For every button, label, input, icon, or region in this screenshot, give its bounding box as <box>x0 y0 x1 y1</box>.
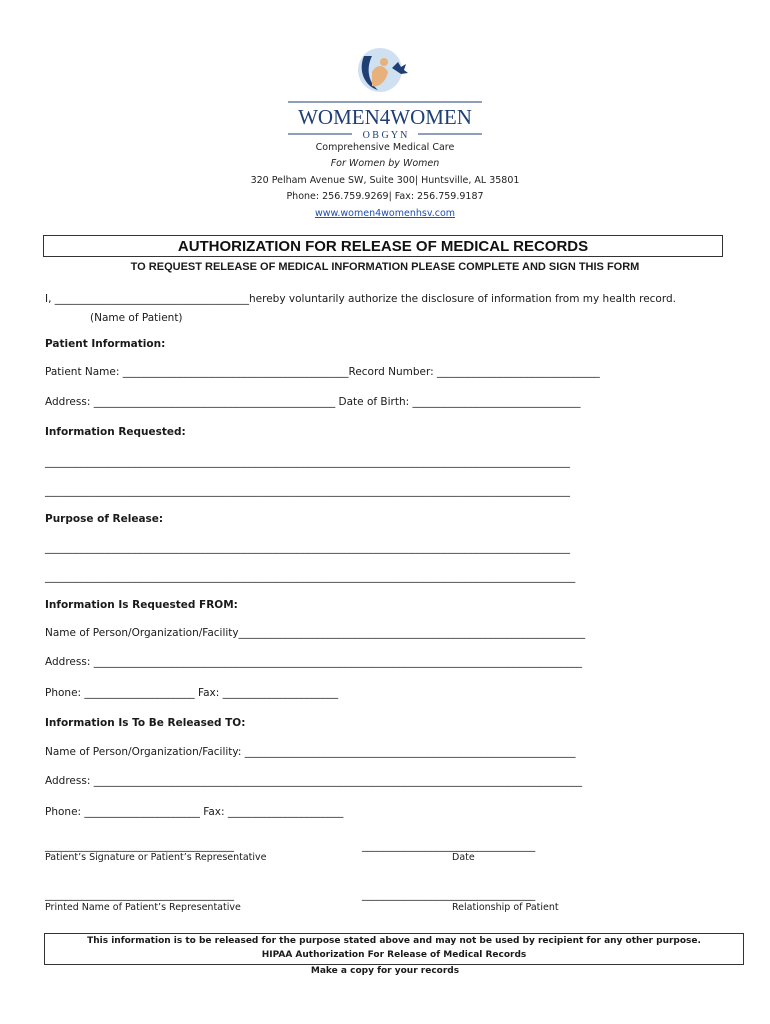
name-of-patient-caption: (Name of Patient) <box>90 312 183 324</box>
authorization-line[interactable]: I, _____________________________________hereby voluntarily authorize the disclosure of information from my health record. <box>45 293 676 305</box>
practice-phone-fax: Phone: 256.759.9269| Fax: 256.759.9187 <box>286 191 484 202</box>
address-dob-field[interactable]: Address: ______________________________________________ Date of Birth: ________________________________ <box>45 396 581 408</box>
footer-notice-box <box>44 933 744 965</box>
to-name-field[interactable]: Name of Person/Organization/Facility: _______________________________________________________________ <box>45 746 576 758</box>
practice-logo <box>280 42 490 142</box>
to-address-field[interactable]: Address: _____________________________________________________________________________________________ <box>45 775 582 787</box>
purpose-field-2[interactable]: _____________________________________________________________________________________________________ <box>45 571 576 583</box>
footer-copy-note: Make a copy for your records <box>310 966 460 976</box>
date-field[interactable]: _________________________________ <box>362 840 536 852</box>
printed-name-label: Printed Name of Patient’s Representative <box>45 902 241 913</box>
from-phone-fax-field[interactable]: Phone: _____________________ Fax: ______________________ <box>45 687 339 699</box>
logo-wordmark: WOMEN4WOMEN <box>298 105 472 129</box>
released-to-heading: Information Is To Be Released TO: <box>45 717 246 729</box>
printed-name-field[interactable]: ____________________________________ <box>45 889 234 901</box>
info-requested-field-1[interactable]: ____________________________________________________________________________________________________ <box>45 456 570 468</box>
website-link[interactable]: www.women4womenhsv.com <box>314 208 456 219</box>
purpose-heading: Purpose of Release: <box>45 513 164 525</box>
info-requested-field-2[interactable]: ____________________________________________________________________________________________________ <box>45 485 570 497</box>
info-requested-heading: Information Requested: <box>45 426 186 438</box>
date-label: Date <box>452 852 475 863</box>
requested-from-heading: Information Is Requested FROM: <box>45 599 238 611</box>
to-phone-fax-field[interactable]: Phone: ______________________ Fax: ______________________ <box>45 806 344 818</box>
form-title: AUTHORIZATION FOR RELEASE OF MEDICAL RECORDS <box>43 235 723 257</box>
purpose-field-1[interactable]: ____________________________________________________________________________________________________ <box>45 542 570 554</box>
practice-address: 320 Pelham Avenue SW, Suite 300| Huntsville, AL 35801 <box>250 175 520 186</box>
footer-hipaa-title: HIPAA Authorization For Release of Medical Records <box>261 950 527 960</box>
from-name-field[interactable]: Name of Person/Organization/Facility__________________________________________________________________ <box>45 627 586 639</box>
patient-info-heading: Patient Information: <box>45 338 166 350</box>
from-address-field[interactable]: Address: _____________________________________________________________________________________________ <box>45 656 582 668</box>
tagline: Comprehensive Medical Care <box>315 142 455 153</box>
relationship-field[interactable]: _________________________________ <box>362 889 536 901</box>
logo-graphic <box>280 42 490 142</box>
form-subtitle: TO REQUEST RELEASE OF MEDICAL INFORMATION PLEASE COMPLETE AND SIGN THIS FORM <box>130 261 640 273</box>
patient-signature-field[interactable]: ____________________________________ <box>45 840 234 852</box>
slogan: For Women by Women <box>330 158 440 169</box>
footer-notice: This information is to be released for the purpose stated above and may not be used by recipient for any other purpose. <box>87 936 701 946</box>
logo-subtitle: O B G Y N <box>362 130 408 141</box>
patient-name-record-field[interactable]: Patient Name: ___________________________________________Record Number: _______________________________ <box>45 366 600 378</box>
relationship-label: Relationship of Patient <box>452 902 559 913</box>
patient-signature-label: Patient’s Signature or Patient’s Representative <box>45 852 267 863</box>
